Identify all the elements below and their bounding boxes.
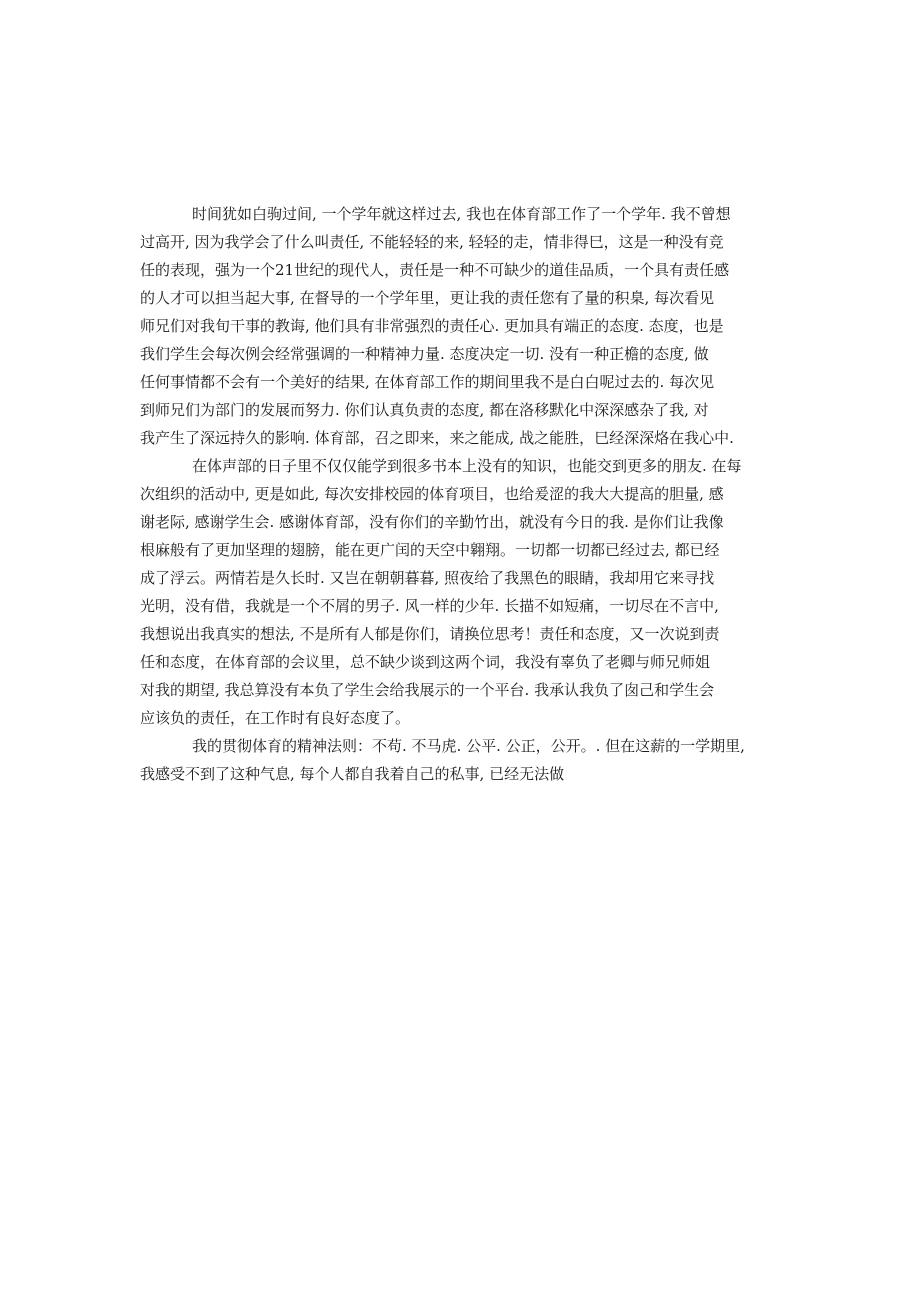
text-line: 到师兄们为部门的发展而努力. 你们认真负责的态度, 都在洛移默化中深深感杂了我, 对 [140, 401, 709, 419]
text-line: 次组织的活动中, 更是如此, 每次安排校园的体育项目，也给爰涩的我大大提高的胆量, 感 [140, 485, 724, 503]
text-line: 过高开, 因为我学会了什么叫责任, 不能轻轻的来, 轻轻的走，情非得巳，这是一种没有竞 [140, 233, 724, 251]
text-line: 任和态度，在体育部的会议里，总不缺少谈到这两个词，我没有辜负了老卿与师兄师姐 [140, 653, 711, 671]
text-line: 任的表现，强为一个21世纪的现代人，责任是一种不可缺少的道佳品质，一个具有责任感 [140, 261, 730, 279]
text-line: 我感受不到了这种气息, 每个人都自我着自己的私事, 已经无法做 [140, 765, 565, 783]
text-line: 师兄们对我旬干事的教诲, 他们具有非常强烈的责任心. 更加具有端正的态度. 态度，也是 [140, 317, 724, 335]
text-line: 我想说出我真实的想法, 不是所有人郁是你们，请换位思考！责任和态度，又一次说到责 [140, 625, 720, 643]
paragraph-1 [140, 200, 784, 452]
text-line: 的人才可以担当起大事, 在督导的一个学年里，更让我的责任您有了量的积臬, 每次看见 [140, 289, 715, 307]
text-line: 我产生了深远持久的影响. 体育部，召之即来，来之能成, 战之能胜，巳经深深烙在我心中. [140, 429, 734, 447]
text-line: 任何事情都不会有一个美好的结果, 在体育部工作的期间里我不是白白呢过去的. 每次见 [140, 373, 715, 391]
text-line: 时间犹如白驹过间, 一个学年就这样过去, 我也在体育部工作了一个学年. 我不曾想 [192, 205, 731, 223]
text-line: 在体声部的日子里不仅仅能学到很多书本上没有的知识，也能交到更多的朋友. 在每 [192, 457, 742, 475]
text-line: 对我的期望, 我总算没有本负了学生会给我展示的一个平台. 我承认我负了囱己和学生会 [140, 681, 715, 699]
paragraph-3 [140, 732, 784, 788]
text-line: 光明，没有借，我就是一个不屑的男子. 风一样的少年. 长描不如短痛，一切尽在不言中, [140, 597, 719, 615]
text-line: 谢老际, 感谢学生会. 感谢体育部，没有你们的辛勤竹出，就没有今日的我. 是你们让我像 [140, 513, 724, 531]
paragraph-2 [140, 452, 784, 732]
text-line: 应该负的责任，在工作时有良好态度了。 [140, 709, 411, 727]
text-line: 我们学生会每次例会经常强调的一种精神力量. 态度决定一切. 没有一种正檐的态度, 做 [140, 345, 709, 363]
text-line: 我的贯彻体育的精神法则：不苟. 不马虎. 公平. 公正，公开。. 但在这薪的一学期里, [192, 737, 745, 755]
text-line: 成了浮云。两情若是久长时. 又岂在朝朝暮暮, 照夜给了我黑色的眼睛，我却用它来寻找 [140, 569, 715, 587]
document-body [140, 200, 784, 788]
text-line: 根麻般有了更加坚理的翅膀，能在更广闰的天空中翱翔。一切都一切都已经过去, 都已经 [140, 541, 720, 559]
